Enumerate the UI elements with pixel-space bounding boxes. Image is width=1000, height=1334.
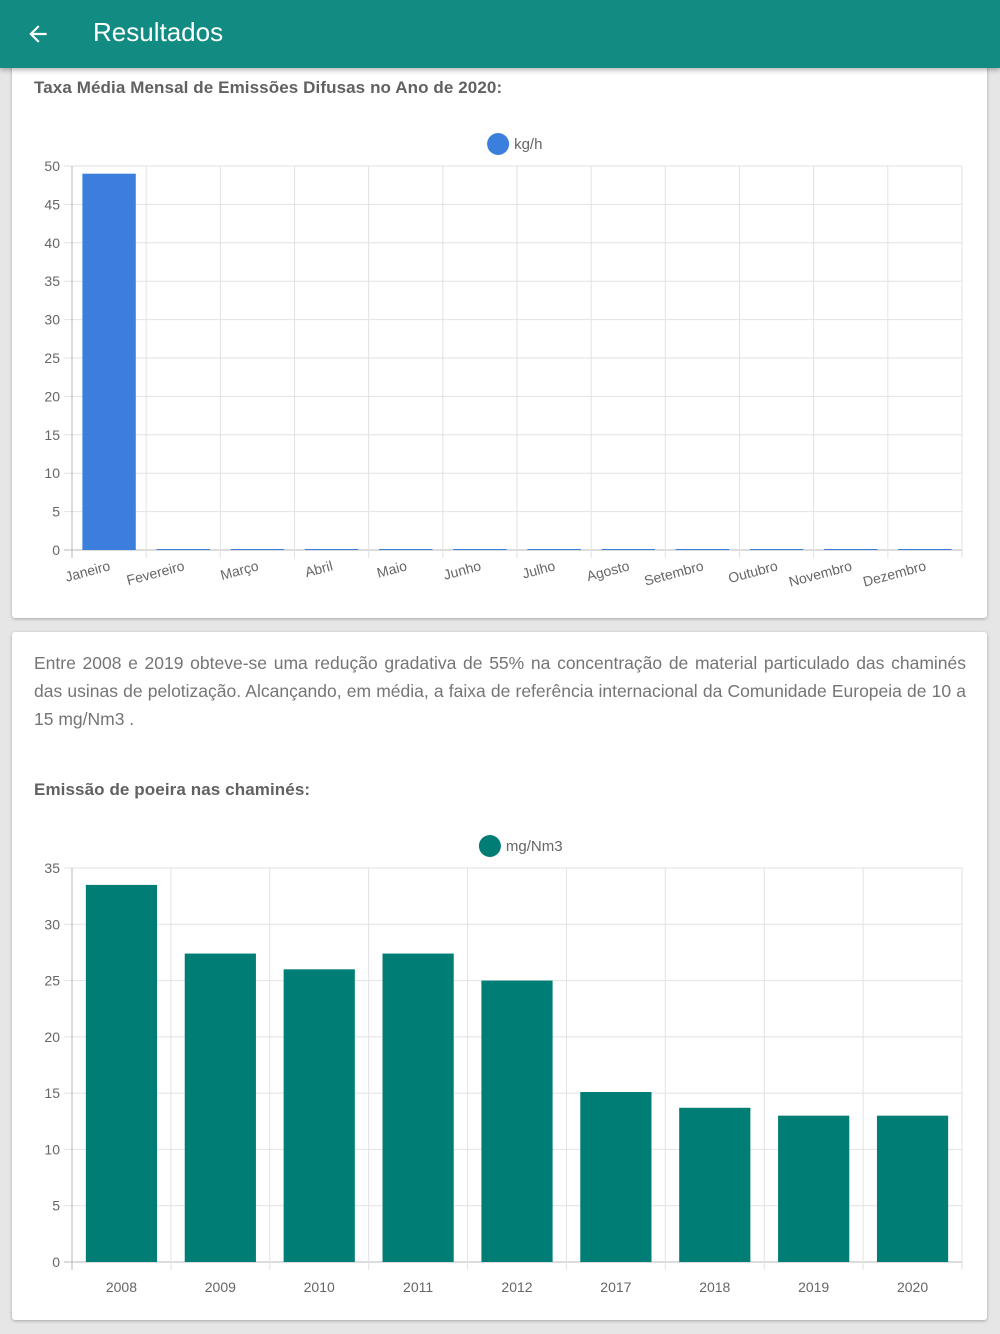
chart1-y-tick-label: 15 [44,426,60,443]
chart2-bar [877,1116,948,1262]
page-title: Resultados [93,17,224,47]
chart2-x-tick-label: 2018 [699,1279,731,1295]
chart1-bar [305,549,358,550]
chart1-y-tick-label: 20 [44,388,60,405]
chart1-y-tick-label: 0 [52,542,60,558]
chart2-x-tick-label: 2008 [105,1279,138,1295]
chart1-bar [824,549,877,550]
chart1-x-tick-label: Junho [441,557,483,583]
chart1-x-tick-label: Maio [375,557,409,581]
chart2-x-tick-label: 2020 [896,1279,929,1295]
chart1-x-tick-label: Março [218,557,261,583]
chart2-y-tick-label: 35 [44,860,60,876]
dust-emission-card [12,632,987,1320]
chart2-legend-marker [479,835,501,857]
chart2-y-tick-label: 25 [44,972,60,989]
app-bar [0,0,1000,68]
chart1-legend-marker [487,133,509,155]
chart1-x-tick-label: Janeiro [63,557,112,585]
dust-emission-chart [12,632,987,1320]
chart1-x-tick-label: Novembro [786,557,854,590]
chart2-x-tick-label: 2009 [204,1279,236,1295]
chart2-legend-label: mg/Nm3 [505,838,563,855]
monthly-emissions-chart [12,60,987,618]
chart1-y-tick-label: 10 [44,465,60,482]
chart2-bar [284,969,355,1262]
reduction-paragraph: Entre 2008 e 2019 obteve-se uma redução gradativa de 55% na concentração de material particulado das chaminés das usinas de pelotização. Alcançando, em média, a faixa de referência internacional da Comunidade Europeia de 10 a 15 mg/Nm3 . [34,653,966,729]
chart1-bar [231,549,284,550]
chart1-y-tick-label: 30 [44,311,60,328]
chart1-bar [898,549,951,550]
chart2-x-tick-label: 2019 [798,1279,830,1295]
chart1-legend-label: kg/h [514,136,543,153]
chart1-bar [602,549,655,550]
chart2-bar [481,981,552,1262]
chart1-y-tick-label: 50 [44,158,60,174]
chart2-x-tick-label: 2017 [600,1279,632,1295]
chart2-x-tick-label: 2012 [501,1279,533,1295]
chart1-bar [82,174,135,550]
chart1-x-tick-label: Julho [520,557,557,582]
chart1-y-tick-label: 45 [44,196,60,213]
chart2-y-tick-label: 10 [44,1141,60,1158]
chart2-y-tick-label: 0 [52,1254,60,1270]
chart2-y-tick-label: 30 [44,916,60,933]
monthly-emissions-card [12,60,987,618]
chart1-x-tick-label: Dezembro [861,557,928,590]
chart1-bar [453,549,506,550]
chart1-bar [676,549,729,550]
chart1-x-tick-label: Outubro [726,557,780,586]
chart1-x-tick-label: Setembro [642,557,706,589]
monthly-emissions-title: Taxa Média Mensal de Emissões Difusas no Ano de 2020: [34,78,503,97]
chart1-x-tick-label: Agosto [584,557,632,585]
chart2-y-tick-label: 15 [44,1085,60,1102]
chart1-x-tick-label: Fevereiro [124,557,187,589]
chart1-bar [379,549,432,550]
chart2-bar [383,954,454,1262]
chart1-y-tick-label: 40 [44,234,60,251]
chart1-bar [527,549,580,550]
chart2-bar [185,954,256,1262]
dust-emission-title: Emissão de poeira nas chaminés: [34,780,311,799]
chart1-bar [157,549,210,550]
chart1-y-tick-label: 5 [52,503,60,520]
chart2-y-tick-label: 5 [52,1197,60,1214]
chart2-bar [86,885,157,1262]
chart1-y-tick-label: 35 [44,273,60,290]
chart2-x-tick-label: 2011 [403,1279,434,1295]
chart2-x-tick-label: 2010 [303,1279,335,1295]
chart2-bar [679,1108,750,1262]
chart1-y-tick-label: 25 [44,350,60,366]
chart2-bar [778,1116,849,1262]
chart1-bar [750,549,803,550]
chart2-y-tick-label: 20 [44,1028,60,1045]
chart1-x-tick-label: Abril [303,557,335,581]
arrow-back-icon [25,21,51,47]
chart2-bar [580,1092,651,1262]
back-button[interactable] [14,10,62,58]
